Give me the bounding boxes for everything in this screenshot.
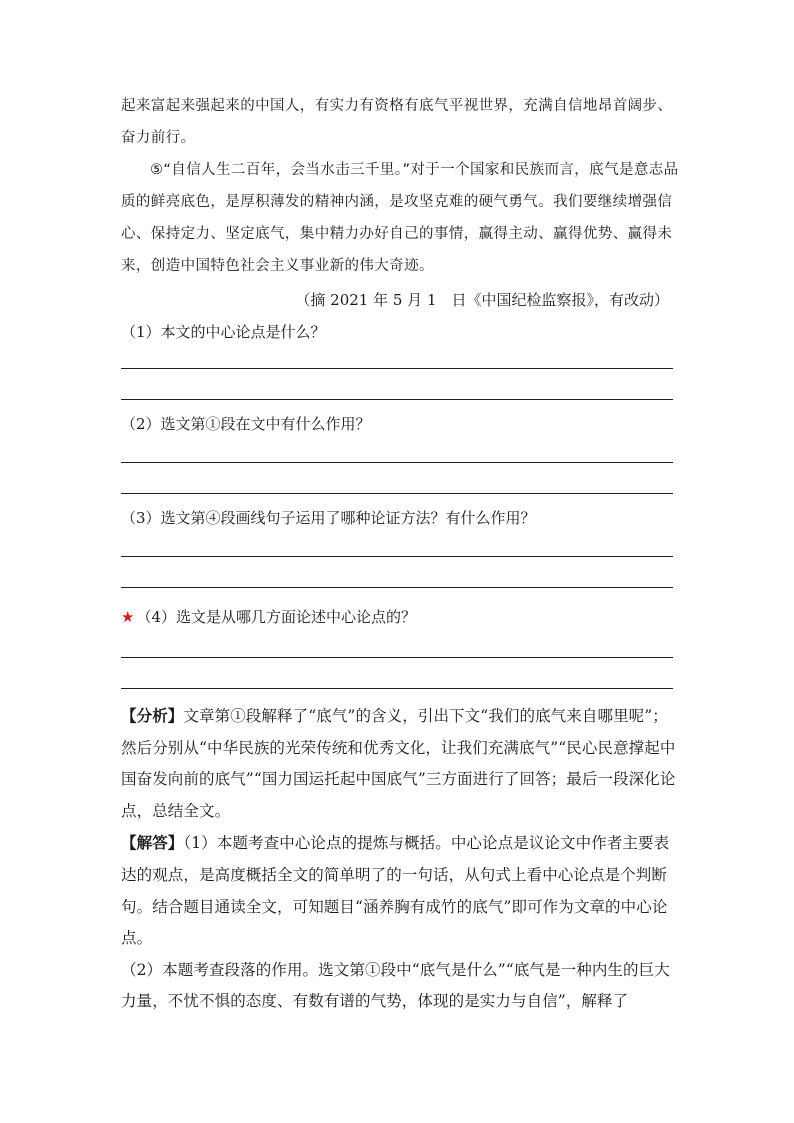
- answer-line[interactable]: [121, 688, 673, 689]
- answer-paragraph-1: [121, 827, 677, 954]
- star-icon: ★: [121, 608, 135, 626]
- answer-label: 【解答】: [121, 833, 184, 853]
- question-2: [121, 408, 674, 494]
- answer-line[interactable]: [121, 556, 673, 557]
- answer-line[interactable]: [121, 462, 673, 463]
- answer-line[interactable]: [121, 657, 673, 658]
- question-1: [121, 316, 674, 400]
- answer-line[interactable]: [121, 493, 673, 494]
- source-citation: （摘 2021 年 5 月 1 日《中国纪检监察报》，有改动）: [295, 291, 669, 309]
- question-label: （4）选文是从哪几方面论述中心论点的？: [136, 608, 416, 626]
- passage-excerpt: [121, 90, 681, 282]
- question-3: [121, 502, 674, 588]
- analysis-paragraph: [121, 700, 677, 827]
- answer-line[interactable]: [121, 399, 673, 400]
- answer-1-text: （1）本题考查中心论点的提炼与概括。中心论点是议论文中作者主要表达的观点，是高度概括全文的简单明了的一句话，从句式上看中心论点是个判断句。结合题目通读全文，可知题目“涵养胸有成竹的底气”即可作为文章的中心论点。: [121, 834, 670, 948]
- analysis-text: 文章第①段解释了“底气”的含义，引出下文“我们的底气来自哪里呢”；然后分别从“中华民族的光荣传统和优秀文化，让我们充满底气”“民心民意撑起中国奋发向前的底气”“国力国运托起中国底气”三方面进行了回答；最后一段深化论点，总结全文。: [121, 707, 676, 820]
- question-text: （3）选文第④段画线句子运用了哪种论证方法？有什么作用？: [121, 509, 536, 527]
- analysis-section: [121, 700, 677, 1018]
- question-text: [121, 601, 674, 633]
- answer-paragraph-2: （2）本题考查段落的作用。选文第①段中“底气是什么”“底气是一种内生的巨大力量，不忧不惧的态度、有数有谱的气势，体现的是实力与自信”，解释了: [121, 960, 670, 1011]
- question-4: [121, 601, 674, 689]
- analysis-label: 【分析】: [121, 706, 184, 725]
- question-text: （1）本文的中心论点是什么？: [121, 323, 326, 341]
- passage-paragraph-continued: 起来富起来强起来的中国人，有实力有资格有底气平视世界，充满自信地昂首阔步、奋力前行。: [121, 98, 673, 146]
- answer-line[interactable]: [121, 587, 673, 588]
- question-text: （2）选文第①段在文中有什么作用？: [121, 415, 371, 433]
- answer-line[interactable]: [121, 368, 673, 369]
- passage-paragraph-5: ⑤“自信人生二百年，会当水击三千里。”对于一个国家和民族而言，底气是意志品质的鲜亮底色，是厚积薄发的精神内涵，是攻坚克难的硬气勇气。我们要继续增强信心、保持定力、坚定底气，集中精力办好自己的事情，赢得主动、赢得优势、赢得未来，创造中国特色社会主义事业新的伟大奇迹。: [121, 162, 679, 274]
